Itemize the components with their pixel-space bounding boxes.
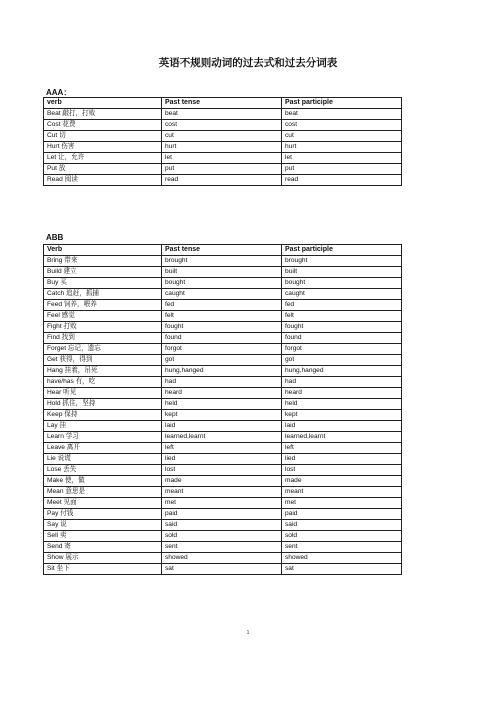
past-participle-cell: caught [282, 289, 402, 300]
header-row [44, 245, 402, 256]
past-participle-cell: bought [282, 278, 402, 289]
past-tense-cell: said [162, 520, 282, 531]
verb-cell: Forget 忘记，遗忘 [44, 344, 162, 355]
table-row [44, 564, 402, 575]
past-participle-cell: meant [282, 487, 402, 498]
past-participle-cell: left [282, 443, 402, 454]
verb-cell: Lie 说谎 [44, 454, 162, 465]
table-row [44, 388, 402, 399]
past-participle-cell: kept [282, 410, 402, 421]
table-row [44, 465, 402, 476]
header-verb: verb [44, 98, 162, 109]
past-tense-cell: beat [162, 109, 282, 120]
verb-cell: Learn 学习 [44, 432, 162, 443]
table-row [44, 131, 402, 142]
past-participle-cell: fed [282, 300, 402, 311]
verb-cell: have/has 有，吃 [44, 377, 162, 388]
past-tense-cell: cut [162, 131, 282, 142]
past-participle-cell: hurt [282, 142, 402, 153]
table-row [44, 531, 402, 542]
past-tense-cell: brought [162, 256, 282, 267]
verb-cell: Say 说 [44, 520, 162, 531]
past-participle-cell: fought [282, 322, 402, 333]
verb-cell: Hear 听见 [44, 388, 162, 399]
verb-cell: Find 找到 [44, 333, 162, 344]
section-label-aaa: AAA： [46, 88, 72, 97]
past-tense-cell: found [162, 333, 282, 344]
past-tense-cell: meant [162, 487, 282, 498]
table-body-aaa [44, 109, 402, 186]
past-tense-cell: fed [162, 300, 282, 311]
verb-cell: Leave 离开 [44, 443, 162, 454]
verb-cell: Put 放 [44, 164, 162, 175]
past-tense-cell: hung,hanged [162, 366, 282, 377]
table-row [44, 289, 402, 300]
past-tense-cell: laid [162, 421, 282, 432]
past-participle-cell: cut [282, 131, 402, 142]
past-tense-cell: made [162, 476, 282, 487]
table-row [44, 120, 402, 131]
table-row [44, 175, 402, 186]
header-past-participle: Past participle [282, 98, 402, 109]
past-tense-cell: lied [162, 454, 282, 465]
past-tense-cell: fought [162, 322, 282, 333]
past-tense-cell: held [162, 399, 282, 410]
verb-cell: Hold 抓住，坚持 [44, 399, 162, 410]
past-participle-cell: lost [282, 465, 402, 476]
table-row [44, 410, 402, 421]
verb-cell: Show 展示 [44, 553, 162, 564]
table-row [44, 344, 402, 355]
past-participle-cell: got [282, 355, 402, 366]
table-abb [43, 244, 402, 575]
table-row [44, 333, 402, 344]
verb-cell: Keep 保持 [44, 410, 162, 421]
past-tense-cell: paid [162, 509, 282, 520]
table-body-abb [44, 256, 402, 575]
past-participle-cell: hung,hanged [282, 366, 402, 377]
past-tense-cell: hurt [162, 142, 282, 153]
table-row [44, 267, 402, 278]
table-row [44, 443, 402, 454]
past-tense-cell: met [162, 498, 282, 509]
table-row [44, 399, 402, 410]
past-tense-cell: let [162, 153, 282, 164]
page-number: 1 [246, 630, 250, 636]
verb-cell: Send 寄 [44, 542, 162, 553]
verb-cell: Build 建立 [44, 267, 162, 278]
table-row [44, 553, 402, 564]
verb-cell: Fight 打败 [44, 322, 162, 333]
past-participle-cell: brought [282, 256, 402, 267]
past-participle-cell: lied [282, 454, 402, 465]
past-participle-cell: sat [282, 564, 402, 575]
table-row [44, 153, 402, 164]
verb-cell: Pay 付钱 [44, 509, 162, 520]
verb-cell: Hang 挂着，吊死 [44, 366, 162, 377]
past-participle-cell: let [282, 153, 402, 164]
past-tense-cell: cost [162, 120, 282, 131]
verb-cell: Beat 敲打，打败 [44, 109, 162, 120]
table-row [44, 476, 402, 487]
past-tense-cell: felt [162, 311, 282, 322]
past-tense-cell: left [162, 443, 282, 454]
past-participle-cell: paid [282, 509, 402, 520]
page-title: 英语不规则动词的过去式和过去分词表 [158, 57, 338, 69]
verb-cell: Meet 见面 [44, 498, 162, 509]
header-row [44, 98, 402, 109]
header-past-tense: Past tense [162, 98, 282, 109]
verb-cell: Get 获得，得到 [44, 355, 162, 366]
verb-cell: Hurt 伤害 [44, 142, 162, 153]
verb-cell: Sit 坐下 [44, 564, 162, 575]
past-participle-cell: sold [282, 531, 402, 542]
past-tense-cell: caught [162, 289, 282, 300]
table-row [44, 256, 402, 267]
past-participle-cell: laid [282, 421, 402, 432]
table-row [44, 509, 402, 520]
past-tense-cell: sent [162, 542, 282, 553]
verb-cell: Let 让，允许 [44, 153, 162, 164]
past-participle-cell: built [282, 267, 402, 278]
past-participle-cell: learned,learnt [282, 432, 402, 443]
verb-cell: Make 使，做 [44, 476, 162, 487]
table-row [44, 109, 402, 120]
past-participle-cell: read [282, 175, 402, 186]
table-row [44, 542, 402, 553]
past-participle-cell: cost [282, 120, 402, 131]
past-participle-cell: said [282, 520, 402, 531]
verb-cell: Read 阅读 [44, 175, 162, 186]
past-tense-cell: had [162, 377, 282, 388]
past-tense-cell: read [162, 175, 282, 186]
verb-cell: Lay 挂 [44, 421, 162, 432]
past-participle-cell: had [282, 377, 402, 388]
verb-cell: Catch 追赶，抓捕 [44, 289, 162, 300]
past-participle-cell: made [282, 476, 402, 487]
table-row [44, 142, 402, 153]
verb-cell: Sell 卖 [44, 531, 162, 542]
past-participle-cell: forgot [282, 344, 402, 355]
past-participle-cell: held [282, 399, 402, 410]
header-verb: Verb [44, 245, 162, 256]
table-row [44, 520, 402, 531]
past-participle-cell: found [282, 333, 402, 344]
past-tense-cell: sold [162, 531, 282, 542]
table-row [44, 311, 402, 322]
past-tense-cell: got [162, 355, 282, 366]
past-participle-cell: beat [282, 109, 402, 120]
past-tense-cell: forgot [162, 344, 282, 355]
past-tense-cell: showed [162, 553, 282, 564]
verb-cell: Lose 丢失 [44, 465, 162, 476]
table-row [44, 487, 402, 498]
table-aaa [43, 97, 402, 186]
past-tense-cell: lost [162, 465, 282, 476]
past-participle-cell: sent [282, 542, 402, 553]
past-tense-cell: kept [162, 410, 282, 421]
table-row [44, 278, 402, 289]
past-tense-cell: bought [162, 278, 282, 289]
table-row [44, 421, 402, 432]
table-row [44, 322, 402, 333]
header-past-participle: Past participle [282, 245, 402, 256]
table-row [44, 498, 402, 509]
past-participle-cell: put [282, 164, 402, 175]
section-label-abb: ABB [46, 233, 64, 242]
past-tense-cell: sat [162, 564, 282, 575]
verb-cell: Cut 切 [44, 131, 162, 142]
table-row [44, 377, 402, 388]
past-participle-cell: met [282, 498, 402, 509]
verb-cell: Mean 意思是 [44, 487, 162, 498]
header-past-tense: Past tense [162, 245, 282, 256]
table-row [44, 454, 402, 465]
table-row [44, 432, 402, 443]
past-participle-cell: showed [282, 553, 402, 564]
past-participle-cell: felt [282, 311, 402, 322]
table-row [44, 300, 402, 311]
table-row [44, 164, 402, 175]
verb-cell: Cost 花费 [44, 120, 162, 131]
past-tense-cell: heard [162, 388, 282, 399]
verb-cell: Buy 买 [44, 278, 162, 289]
verb-cell: Feed 饲养，喂养 [44, 300, 162, 311]
verb-cell: Feel 感觉 [44, 311, 162, 322]
past-tense-cell: put [162, 164, 282, 175]
table-row [44, 355, 402, 366]
past-tense-cell: learned,learnt [162, 432, 282, 443]
verb-cell: Bring 带来 [44, 256, 162, 267]
table-row [44, 366, 402, 377]
past-participle-cell: heard [282, 388, 402, 399]
past-tense-cell: built [162, 267, 282, 278]
